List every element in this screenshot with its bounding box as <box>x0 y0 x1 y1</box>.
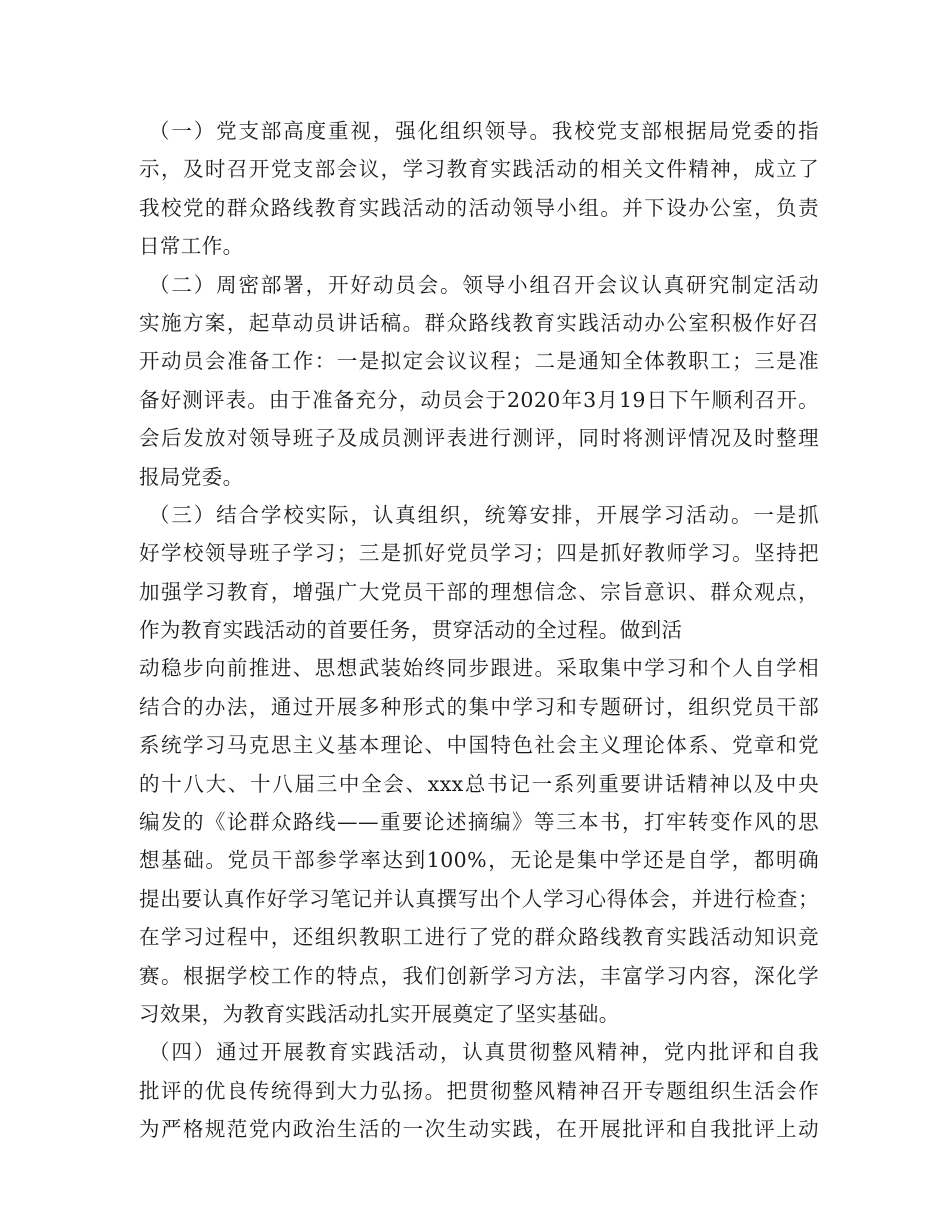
paragraph-3-line-3: 加强学习教育，增强广大党员干部的理想信念、宗旨意识、群众观点， <box>139 579 819 604</box>
paragraph-3-line-7: 系统学习马克思主义基本理论、中国特色社会主义理论体系、党章和党 <box>139 733 819 758</box>
paragraph-3-line-5: 动稳步向前推进、思想武装始终同步跟进。采取集中学习和个人自学相 <box>139 656 819 681</box>
paragraph-3-line-12: 在学习过程中，还组织教职工进行了党的群众路线教育实践活动知识竞 <box>139 925 819 950</box>
paragraph-3-line-13: 赛。根据学校工作的特点，我们创新学习方法，丰富学习内容，深化学 <box>139 963 819 988</box>
paragraph-3-line-1: （三）结合学校实际，认真组织，统筹安排，开展学习活动。一是抓 <box>149 502 819 527</box>
paragraph-3-line-4: 作为教育实践活动的首要任务，贯穿活动的全过程。做到活 <box>139 618 683 643</box>
paragraph-3-line-2: 好学校领导班子学习；三是抓好党员学习；四是抓好教师学习。坚持把 <box>139 541 819 566</box>
paragraph-4-line-1: （四）通过开展教育实践活动，认真贯彻整风精神，党内批评和自我 <box>149 1040 819 1065</box>
paragraph-1-line-1: （一）党支部高度重视，强化组织领导。我校党支部根据局党委的指 <box>149 119 819 143</box>
paragraph-2-line-2: 实施方案，起草动员讲话稿。群众路线教育实践活动办公室积极作好召 <box>139 310 819 335</box>
paragraph-2-line-4: 备好测评表。由于准备充分，动员会于2020年3月19日下午顺利召开。 <box>139 387 819 412</box>
paragraph-3-line-10: 想基础。党员干部参学率达到100%，无论是集中学还是自学，都明确 <box>139 848 819 873</box>
paragraph-4-line-2: 批评的优良传统得到大力弘扬。把贯彻整风精神召开专题组织生活会作 <box>139 1078 819 1103</box>
paragraph-4-line-3: 为严格规范党内政治生活的一次生动实践，在开展批评和自我批评上动 <box>139 1117 819 1142</box>
paragraph-3-line-11: 提出要认真作好学习笔记并认真撰写出个人学习心得体会，并进行检查； <box>139 886 819 911</box>
paragraph-2-line-1: （二）周密部署，开好动员会。领导小组召开会议认真研究制定活动 <box>149 272 819 297</box>
paragraph-2-line-6: 报局党委。 <box>139 464 244 489</box>
paragraph-1-line-4: 日常工作。 <box>139 234 244 259</box>
paragraph-2-line-5: 会后发放对领导班子及成员测评表进行测评，同时将测评情况及时整理 <box>139 426 819 451</box>
paragraph-3-line-6: 结合的办法，通过开展多种形式的集中学习和专题研讨，组织党员干部 <box>139 694 819 719</box>
paragraph-1-line-2: 示，及时召开党支部会议，学习教育实践活动的相关文件精神，成立了 <box>139 157 819 182</box>
document-body <box>139 112 819 1149</box>
paragraph-3-line-14: 习效果，为教育实践活动扎实开展奠定了坚实基础。 <box>139 1001 620 1026</box>
paragraph-3-line-9: 编发的《论群众路线——重要论述摘编》等三本书，打牢转变作风的思 <box>139 810 819 835</box>
paragraph-2-line-3: 开动员会准备工作：一是拟定会议议程；二是通知全体教职工；三是准 <box>139 349 819 374</box>
paragraph-1-line-3: 我校党的群众路线教育实践活动的活动领导小组。并下设办公室，负责 <box>139 195 819 220</box>
paragraph-3-line-8: 的十八大、十八届三中全会、xxx总书记一系列重要讲话精神以及中央 <box>139 771 819 796</box>
